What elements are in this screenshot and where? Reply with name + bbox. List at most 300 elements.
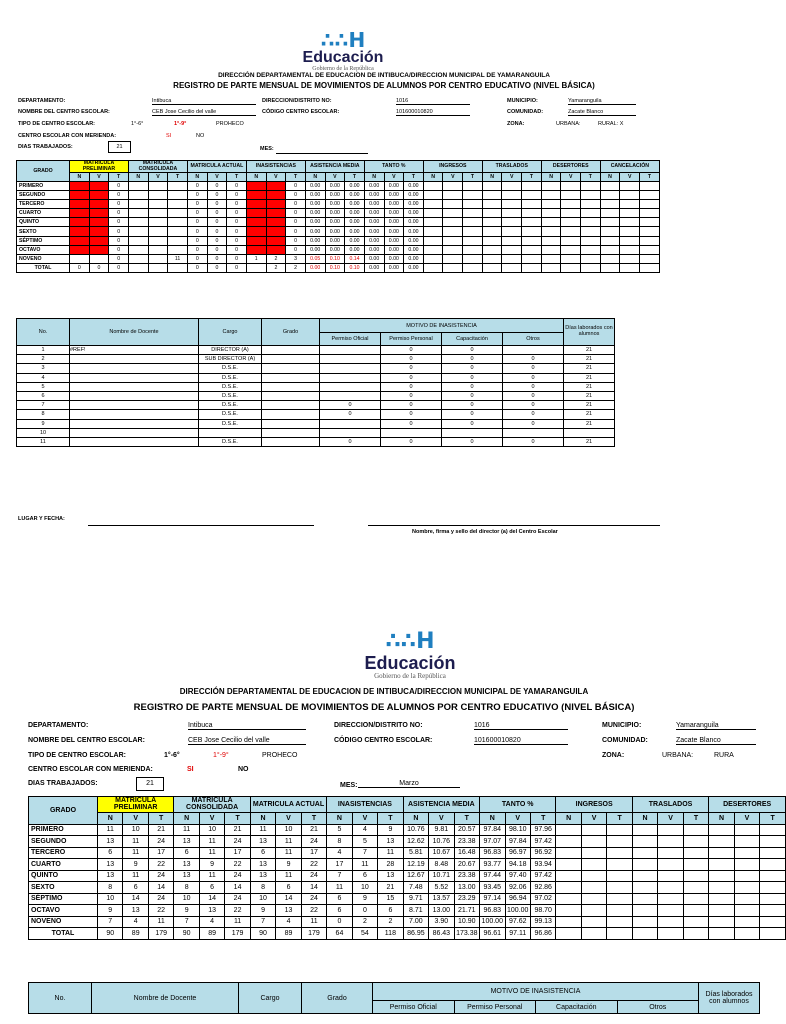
cell-empty [423,254,443,263]
cell-empty [482,245,502,254]
staff-cell-dias: 21 [564,437,615,446]
cell-value: 0 [109,254,129,263]
cell-empty [482,218,502,227]
title-line-1: DIRECCIÓN DEPARTAMENTAL DE EDUCACION DE INTIBUCA/DIRECCION MUNICIPAL DE YAMARANGUILA [218,72,550,79]
cell-value: 97.84 [505,836,530,848]
cell-value [148,182,168,191]
grade-name: NOVENO [17,254,70,263]
cell-value [246,209,266,218]
cell-empty [502,263,522,272]
cell-value: 0.00 [325,209,345,218]
cell-value: 10 [123,824,148,836]
header-nvt: N [174,812,199,824]
cell-value [246,245,266,254]
cell-value: 12.62 [403,836,428,848]
title-line-2-b: REGISTRO DE PARTE MENSUAL DE MOVIMIENTOS DE ALUMNOS POR CENTRO EDUCATIVO (NIVEL BÁSICA) [133,702,635,713]
header-nvt: T [404,173,424,182]
staff-cell-cargo: DIRECTOR (A) [199,346,262,355]
staff-cell-pp: 0 [381,410,442,419]
header-nvt: V [89,173,109,182]
cell-value: 11 [276,847,301,859]
staff-cell-nombre [70,401,199,410]
cell-value: 0 [207,218,227,227]
cell-value: 0.00 [305,236,325,245]
header-nvt: V [620,173,640,182]
cell-value [168,209,188,218]
cell-empty [443,263,463,272]
label-direccion: DIRECCION/DISTRITO NO: [262,98,332,104]
staff-cell-pp: 0 [381,364,442,373]
total-row [17,263,660,272]
cell-value [148,209,168,218]
cell-value: 0 [286,182,306,191]
educacion-logo [288,30,398,72]
header-nvt: N [632,812,657,824]
cell-value [70,191,90,200]
cell-value: 10 [98,893,123,905]
label-municipio-2: MUNICIPIO: [602,722,642,729]
cell-value [89,227,109,236]
cell-value: 0.00 [364,263,384,272]
value-proheco-2: PROHECO [262,752,298,759]
value-codigo: 101600010820 [396,109,470,116]
cell-value: 96.83 [480,847,505,859]
cell-value: 24 [301,836,326,848]
cell-empty [632,893,657,905]
cell-value [128,254,148,263]
cell-value: 11 [123,847,148,859]
label-nombre-centro: NOMBRE DEL CENTRO ESCOLAR: [18,109,110,115]
cell-value: 11 [123,870,148,882]
cell-value: 17 [301,847,326,859]
cell-empty [734,893,759,905]
header-nombre: Nombre de Docente [70,319,199,346]
value-municipio-2: Yamaranguila [676,722,756,730]
cell-value: 14 [199,893,224,905]
cell-empty [561,254,581,263]
cell-value: 0.00 [384,191,404,200]
cell-empty [561,236,581,245]
cell-value [148,191,168,200]
staff-row [17,401,615,410]
cell-value: 24 [225,836,250,848]
staff-row [17,382,615,391]
cell-value: 0 [286,236,306,245]
cell-value [266,200,286,209]
cell-empty [482,227,502,236]
staff-cell-cap: 0 [442,364,503,373]
lugar-line [88,525,314,526]
cell-value: 93.94 [530,859,555,871]
grade-name: TOTAL [29,928,98,940]
cell-value: 0 [207,245,227,254]
header-nvt: T [378,812,403,824]
cell-value [266,191,286,200]
cell-value: 6 [352,870,377,882]
cell-value: 13 [123,905,148,917]
cell-value: 0 [109,236,129,245]
cell-value: 9 [98,905,123,917]
cell-value: 10.90 [454,916,479,928]
header-group: INGRESOS [556,797,632,813]
cell-value: 0.00 [404,254,424,263]
cell-value [168,218,188,227]
header-nvt: V [199,812,224,824]
cell-empty [443,227,463,236]
cell-value: 0.00 [305,245,325,254]
staff-cell-pp [381,428,442,437]
label-municipio: MUNICIPIO: [507,98,538,104]
cell-value: 0.00 [345,200,365,209]
header-nvt: N [423,173,443,182]
cell-value [148,218,168,227]
label-tipo-centro: TIPO DE CENTRO ESCOLAR: [18,121,96,127]
label-direccion-2: DIRECCION/DISTRITO NO: [334,722,423,729]
cell-empty [734,882,759,894]
cell-empty [541,263,561,272]
cell-value: 4 [199,916,224,928]
header-nvt: N [246,173,266,182]
cell-empty [556,882,581,894]
cell-value: 13 [98,870,123,882]
header-group: TANTO % [480,797,556,813]
cell-value: 0.00 [364,182,384,191]
title-line-2: REGISTRO DE PARTE MENSUAL DE MOVIMIENTOS DE ALUMNOS POR CENTRO EDUCATIVO (NIVEL BÁSICA) [173,81,595,90]
header-nvt: T [640,173,660,182]
cell-empty [607,916,632,928]
header-nvt: V [734,812,759,824]
header-permiso-oficial: Permiso Oficial [320,333,381,346]
cell-empty [502,209,522,218]
cell-value: 96.94 [505,893,530,905]
header-group: INASISTENCIAS [327,797,403,813]
cell-value: 97.42 [530,836,555,848]
cell-value: 7 [174,916,199,928]
table-row [29,870,786,882]
cell-value: 0 [207,191,227,200]
header-nvt: N [70,173,90,182]
staff-cell-grado [262,419,320,428]
cell-empty [522,218,542,227]
staff-cell-cargo: D.S.E. [199,419,262,428]
cell-value: 0 [89,263,109,272]
cell-value [89,182,109,191]
staff-cell-po: 0 [320,401,381,410]
cell-empty [607,859,632,871]
cell-value: 179 [225,928,250,940]
staff-cell-otros: 0 [503,382,564,391]
cell-value: 0 [109,182,129,191]
cell-empty [581,200,601,209]
cell-empty [443,236,463,245]
grade-name: SEXTO [29,882,98,894]
staff-cell-po [320,346,381,355]
value-urbana-2: URBANA: [662,752,694,759]
cell-empty [607,836,632,848]
staff-cell-po [320,355,381,364]
cell-value: 13.00 [429,905,454,917]
cell-value: 4 [352,824,377,836]
staff-cell-otros: 0 [503,355,564,364]
cell-value: 24 [301,893,326,905]
cell-empty [632,847,657,859]
movement-table-2 [28,796,786,940]
value-merienda-no-2: NO [238,766,249,773]
cell-value: 0 [227,227,247,236]
cell-value: 0.00 [325,236,345,245]
grade-name: PRIMERO [17,182,70,191]
cell-value: 0 [207,254,227,263]
staff-row [17,364,615,373]
cell-empty [423,182,443,191]
staff-cell-pp: 0 [381,401,442,410]
cell-empty [581,893,606,905]
cell-empty [640,245,660,254]
cell-empty [734,836,759,848]
staff-cell-dias: 21 [564,410,615,419]
header-motivo: MOTIVO DE INASISTENCIA [320,319,564,333]
grade-name: NOVENO [29,916,98,928]
header-row-nvt [29,812,786,824]
cell-value: 89 [276,928,301,940]
cell-value: 14 [148,882,173,894]
cell-value: 11 [199,847,224,859]
header-row-groups [17,161,660,173]
table-row [17,245,660,254]
cell-value: 0 [109,191,129,200]
staff-cell-cap: 0 [442,419,503,428]
header-nvt: N [480,812,505,824]
cell-empty [522,227,542,236]
header-nvt: V [561,173,581,182]
grade-name: SÉPTIMO [29,893,98,905]
cell-empty [556,824,581,836]
cell-empty [423,191,443,200]
cell-value: 3 [286,254,306,263]
cell-value: 0.00 [345,236,365,245]
cell-value: 97.44 [480,870,505,882]
header-group: MATRICULA PRELIMINAR [70,161,129,173]
staff-cell-dias: 21 [564,346,615,355]
label-nombre-centro-2: NOMBRE DEL CENTRO ESCOLAR: [28,737,145,744]
staff-cell-po [320,419,381,428]
header-group: CANCELACIÓN [600,161,659,173]
cell-value: 0 [187,209,207,218]
label-departamento-2: DEPARTAMENTO: [28,722,89,729]
cell-empty [632,824,657,836]
header-nvt: N [600,173,620,182]
header-group: DESERTORES [709,797,786,813]
value-tipo-b-2: 1°-9° [213,752,229,759]
staff-cell-cap: 0 [442,373,503,382]
cell-empty [600,263,620,272]
header-nvt: V [384,173,404,182]
logo-mark-icon: ∴∴H [320,28,366,52]
cell-value [246,263,266,272]
cell-empty [658,882,683,894]
cell-value [266,227,286,236]
sheet-2 [0,629,775,1024]
cell-value: 0.00 [384,200,404,209]
staff-cell-po [320,428,381,437]
cell-empty [581,859,606,871]
value-rural-2: RURA [714,752,734,759]
header-group: TANTO % [364,161,423,173]
cell-empty [607,847,632,859]
cell-empty [600,245,620,254]
cell-value: 22 [148,859,173,871]
table-row [29,836,786,848]
cell-value: 97.11 [505,928,530,940]
cell-value: 10 [276,824,301,836]
cell-value: 0 [207,200,227,209]
table-row [29,916,786,928]
cell-value: 13 [174,836,199,848]
cell-empty [443,245,463,254]
cell-empty [522,254,542,263]
cell-value: 2 [352,916,377,928]
cell-value: 97.42 [530,870,555,882]
header-group: INASISTENCIAS [246,161,305,173]
cell-value: 8 [174,882,199,894]
grade-name: QUINTO [29,870,98,882]
cell-value: 0.00 [384,227,404,236]
cell-value [89,200,109,209]
cell-empty [581,824,606,836]
cell-value: 179 [301,928,326,940]
cell-value: 28 [378,859,403,871]
staff-cell-grado [262,373,320,382]
value-mes-2: Marzo [358,780,460,788]
cell-value: 9 [378,824,403,836]
header-nvt: V [429,812,454,824]
cell-value: 0.00 [345,218,365,227]
staff-cell-po [320,373,381,382]
cell-empty [463,182,483,191]
cell-empty [482,191,502,200]
cell-value: 90 [250,928,275,940]
staff-cell-no: 11 [17,437,70,446]
cell-value: 13 [250,859,275,871]
cell-empty [683,905,708,917]
staff-cell-nombre [70,410,199,419]
cell-value: 13 [250,836,275,848]
cell-empty [709,824,734,836]
cell-empty [620,209,640,218]
staff-cell-no: 1 [17,346,70,355]
header-nvt: N [187,173,207,182]
header-nombre: Nombre de Docente [92,983,239,1014]
cell-empty [632,836,657,848]
cell-value: 21 [378,882,403,894]
cell-empty [709,836,734,848]
cell-value: 11 [199,870,224,882]
staff-cell-pp: 0 [381,373,442,382]
cell-empty [561,245,581,254]
cell-value: 0 [227,254,247,263]
staff-cell-dias: 21 [564,401,615,410]
cell-value: 11 [301,916,326,928]
staff-row [17,410,615,419]
cell-value: 0.00 [325,245,345,254]
cell-value: 14 [123,893,148,905]
staff-cell-cargo: D.S.E. [199,410,262,419]
cell-value: 0.14 [345,254,365,263]
cell-value: 0 [109,200,129,209]
cell-empty [556,836,581,848]
cell-value: 13 [199,905,224,917]
cell-value: 13 [276,905,301,917]
cell-empty [640,227,660,236]
cell-empty [658,847,683,859]
staff-cell-cap: 0 [442,401,503,410]
cell-empty [658,916,683,928]
value-merienda-no: NO [196,133,205,139]
cell-value: 0.00 [384,209,404,218]
cell-value: 5.81 [403,847,428,859]
cell-value: 21 [225,824,250,836]
cell-value [246,182,266,191]
header-nvt: V [581,812,606,824]
cell-empty [607,882,632,894]
cell-value: 96.61 [480,928,505,940]
cell-empty [443,209,463,218]
header-row-groups [29,797,786,813]
cell-empty [600,209,620,218]
cell-value: 0 [187,245,207,254]
cell-empty [620,245,640,254]
cell-empty [709,859,734,871]
staff-cell-cap: 0 [442,437,503,446]
cell-value: 11 [148,916,173,928]
cell-value: 6 [250,847,275,859]
header-nvt: T [607,812,632,824]
cell-value [70,182,90,191]
logo-mark-icon-2: ∴∴H [385,629,435,654]
value-merienda-si: SI [166,133,172,139]
cell-value: 7 [250,916,275,928]
cell-value [168,245,188,254]
header-nvt: T [301,812,326,824]
logo-subtitle: Gobierno de la República [312,66,374,72]
cell-value: 4 [123,916,148,928]
cell-value [89,209,109,218]
cell-value: 6 [378,905,403,917]
cell-value: 0.00 [384,245,404,254]
cell-value: 90 [174,928,199,940]
cell-value: 0 [286,191,306,200]
header-nvt: N [556,812,581,824]
cell-empty [709,928,734,940]
staff-cell-no: 4 [17,373,70,382]
staff-cell-nombre [70,391,199,400]
staff-cell-cap: 0 [442,391,503,400]
cell-value [89,191,109,200]
cell-value [168,191,188,200]
cell-empty [734,847,759,859]
table-row [17,218,660,227]
staff-cell-no: 3 [17,364,70,373]
cell-value: 0.00 [305,263,325,272]
label-tipo-centro-2: TIPO DE CENTRO ESCOLAR: [28,752,127,759]
cell-value: 11 [276,836,301,848]
cell-value: 13 [378,870,403,882]
header-grado: GRADO [17,161,70,182]
label-mes: MES: [260,146,274,152]
cell-value: 92.86 [530,882,555,894]
firma-line [368,525,660,526]
staff-row [17,346,615,355]
